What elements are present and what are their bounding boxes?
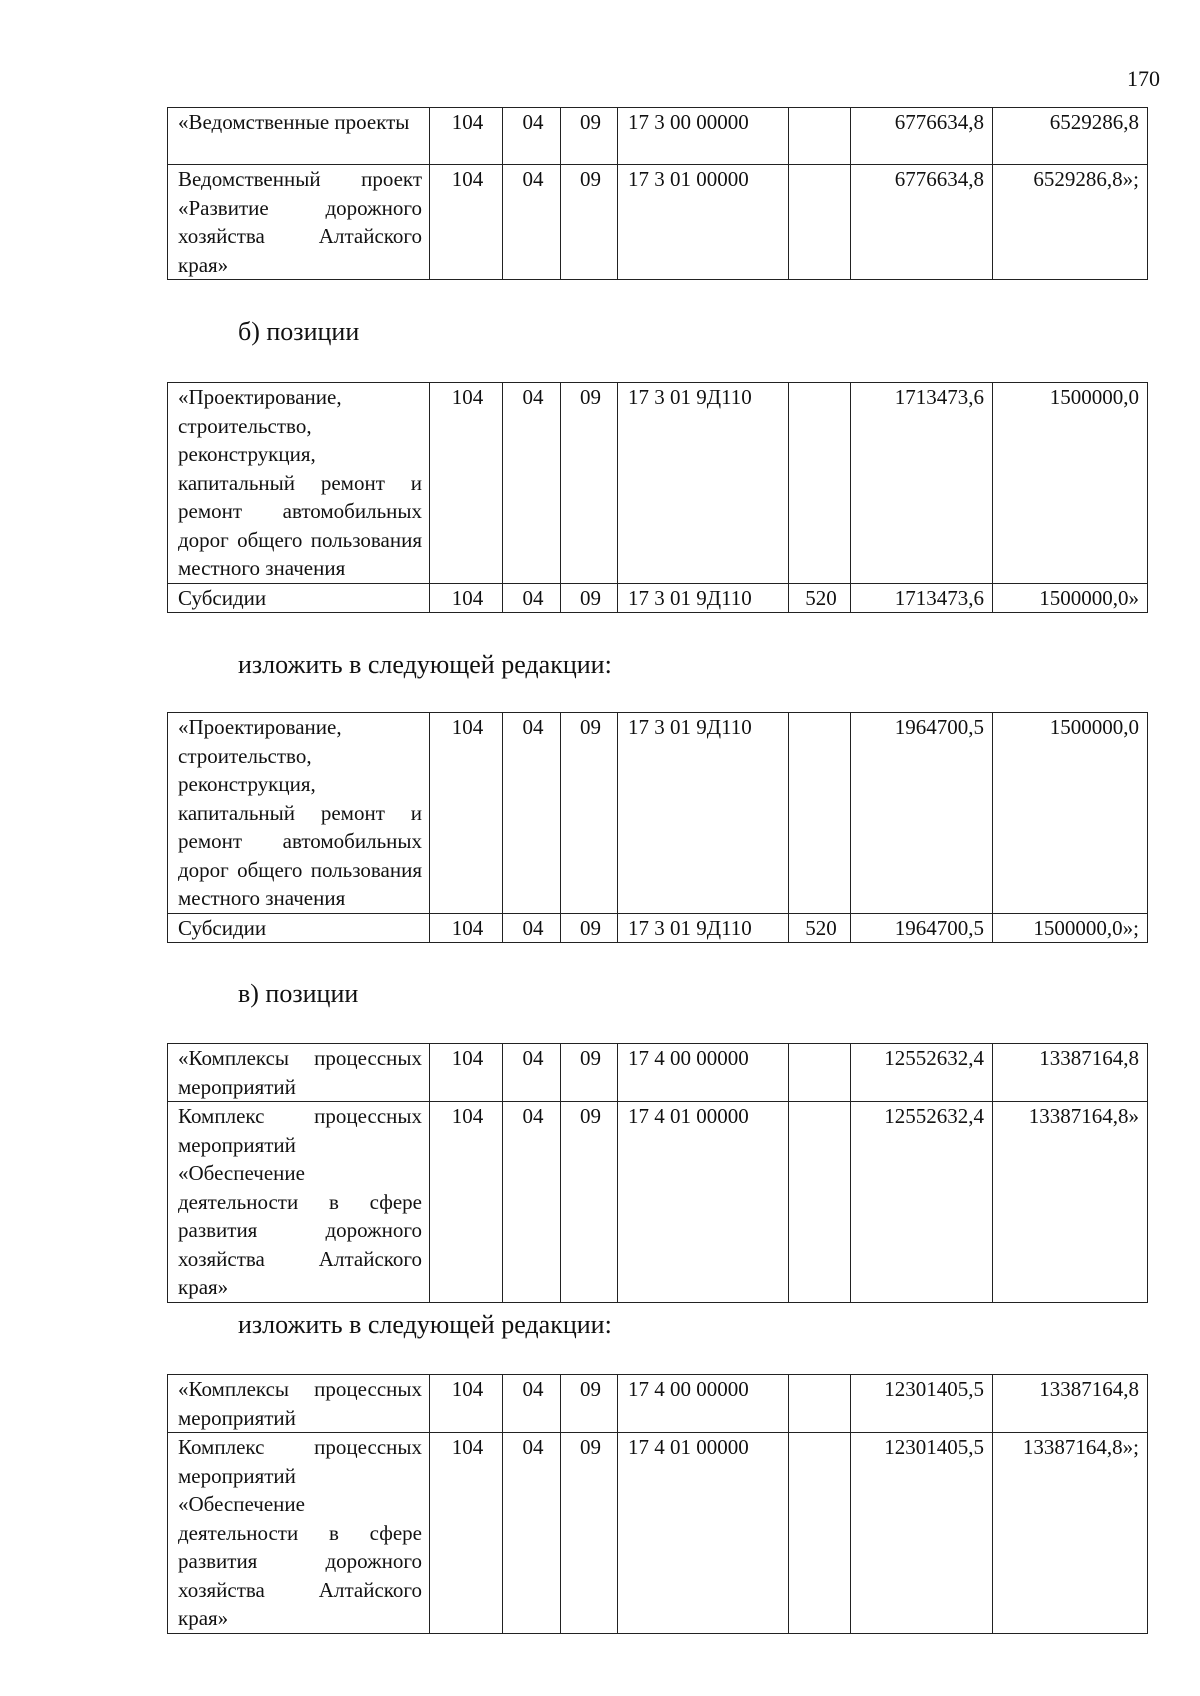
- subsection-cell: 09: [561, 913, 618, 943]
- code-cell: 104: [430, 713, 503, 914]
- expense-type-cell: [789, 108, 851, 165]
- section-cell: 04: [503, 383, 561, 584]
- code-cell: 104: [430, 1044, 503, 1102]
- code-cell: 104: [430, 913, 503, 943]
- amount-year-2-cell: 1500000,0»: [993, 583, 1148, 613]
- amount-year-2-cell: 1500000,0: [993, 383, 1148, 584]
- amount-year-2-cell: 1500000,0»;: [993, 913, 1148, 943]
- budget-table-5: [167, 1374, 1148, 1634]
- amount-year-1-cell: 1964700,5: [851, 713, 993, 914]
- row-name: «Ведомственные проекты: [168, 108, 430, 165]
- row-name: «Проектирование, строительство, реконструкция, капитальный ремонт и ремонт автомобильных дорог общего пользования местного значения: [168, 383, 430, 584]
- amount-year-1-cell: 6776634,8: [851, 165, 993, 280]
- amount-year-2-cell: 13387164,8: [993, 1044, 1148, 1102]
- subsection-cell: 09: [561, 1102, 618, 1303]
- table-row: [168, 165, 1148, 280]
- budget-table-3: [167, 712, 1148, 943]
- row-name: Субсидии: [168, 913, 430, 943]
- row-name: Ведомственный проект «Развитие дорожного хозяйства Алтайского края»: [168, 165, 430, 280]
- code-cell: 104: [430, 108, 503, 165]
- page-number: 170: [1127, 66, 1160, 91]
- budget-table-1: [167, 107, 1148, 280]
- amount-year-1-cell: 12552632,4: [851, 1044, 993, 1102]
- row-name: «Комплексы процессных мероприятий: [168, 1375, 430, 1433]
- amount-year-1-cell: 1713473,6: [851, 583, 993, 613]
- section-heading-edit-1: изложить в следующей редакции:: [238, 650, 612, 679]
- table-row: [168, 1433, 1148, 1634]
- amount-year-1-cell: 12301405,5: [851, 1433, 993, 1634]
- amount-year-2-cell: 13387164,8: [993, 1375, 1148, 1433]
- table-row: [168, 1375, 1148, 1433]
- row-name: «Комплексы процессных мероприятий: [168, 1044, 430, 1102]
- table-row: [168, 1102, 1148, 1303]
- target-article-cell: 17 4 01 00000: [618, 1102, 789, 1303]
- expense-type-cell: 520: [789, 913, 851, 943]
- code-cell: 104: [430, 383, 503, 584]
- expense-type-cell: [789, 165, 851, 280]
- subsection-cell: 09: [561, 1433, 618, 1634]
- expense-type-cell: [789, 383, 851, 584]
- target-article-cell: 17 3 01 9Д110: [618, 383, 789, 584]
- amount-year-2-cell: 13387164,8»: [993, 1102, 1148, 1303]
- amount-year-2-cell: 13387164,8»;: [993, 1433, 1148, 1634]
- table-row: [168, 913, 1148, 943]
- code-cell: 104: [430, 1375, 503, 1433]
- row-name: «Проектирование, строительство, реконструкция, капитальный ремонт и ремонт автомобильных дорог общего пользования местного значения: [168, 713, 430, 914]
- section-cell: 04: [503, 1044, 561, 1102]
- amount-year-2-cell: 1500000,0: [993, 713, 1148, 914]
- amount-year-1-cell: 6776634,8: [851, 108, 993, 165]
- target-article-cell: 17 4 01 00000: [618, 1433, 789, 1634]
- code-cell: 104: [430, 1102, 503, 1303]
- subsection-cell: 09: [561, 1044, 618, 1102]
- target-article-cell: 17 4 00 00000: [618, 1044, 789, 1102]
- row-name: Комплекс процессных мероприятий «Обеспечение деятельности в сфере развития дорожного хозяйства Алтайского края»: [168, 1433, 430, 1634]
- section-cell: 04: [503, 583, 561, 613]
- expense-type-cell: [789, 1044, 851, 1102]
- target-article-cell: 17 3 01 9Д110: [618, 713, 789, 914]
- expense-type-cell: [789, 713, 851, 914]
- section-heading-b: б) позиции: [238, 317, 360, 346]
- section-cell: 04: [503, 1433, 561, 1634]
- table-row: [168, 713, 1148, 914]
- section-cell: 04: [503, 913, 561, 943]
- target-article-cell: 17 3 01 9Д110: [618, 913, 789, 943]
- target-article-cell: 17 3 01 9Д110: [618, 583, 789, 613]
- subsection-cell: 09: [561, 165, 618, 280]
- code-cell: 104: [430, 583, 503, 613]
- section-cell: 04: [503, 165, 561, 280]
- budget-table-4: [167, 1043, 1148, 1303]
- expense-type-cell: [789, 1433, 851, 1634]
- table-row: [168, 583, 1148, 613]
- budget-table-2: [167, 382, 1148, 613]
- amount-year-2-cell: 6529286,8»;: [993, 165, 1148, 280]
- target-article-cell: 17 3 01 00000: [618, 165, 789, 280]
- amount-year-2-cell: 6529286,8: [993, 108, 1148, 165]
- target-article-cell: 17 4 00 00000: [618, 1375, 789, 1433]
- amount-year-1-cell: 12301405,5: [851, 1375, 993, 1433]
- expense-type-cell: [789, 1375, 851, 1433]
- amount-year-1-cell: 12552632,4: [851, 1102, 993, 1303]
- table-row: [168, 1044, 1148, 1102]
- expense-type-cell: [789, 1102, 851, 1303]
- section-cell: 04: [503, 1375, 561, 1433]
- subsection-cell: 09: [561, 583, 618, 613]
- section-cell: 04: [503, 1102, 561, 1303]
- code-cell: 104: [430, 1433, 503, 1634]
- section-heading-v: в) позиции: [238, 979, 359, 1008]
- amount-year-1-cell: 1964700,5: [851, 913, 993, 943]
- table-row: [168, 108, 1148, 165]
- subsection-cell: 09: [561, 1375, 618, 1433]
- code-cell: 104: [430, 165, 503, 280]
- amount-year-1-cell: 1713473,6: [851, 383, 993, 584]
- table-row: [168, 383, 1148, 584]
- target-article-cell: 17 3 00 00000: [618, 108, 789, 165]
- section-cell: 04: [503, 713, 561, 914]
- section-cell: 04: [503, 108, 561, 165]
- row-name: Субсидии: [168, 583, 430, 613]
- subsection-cell: 09: [561, 108, 618, 165]
- expense-type-cell: 520: [789, 583, 851, 613]
- row-name: Комплекс процессных мероприятий «Обеспечение деятельности в сфере развития дорожного хозяйства Алтайского края»: [168, 1102, 430, 1303]
- section-heading-edit-2: изложить в следующей редакции:: [238, 1310, 612, 1339]
- subsection-cell: 09: [561, 713, 618, 914]
- subsection-cell: 09: [561, 383, 618, 584]
